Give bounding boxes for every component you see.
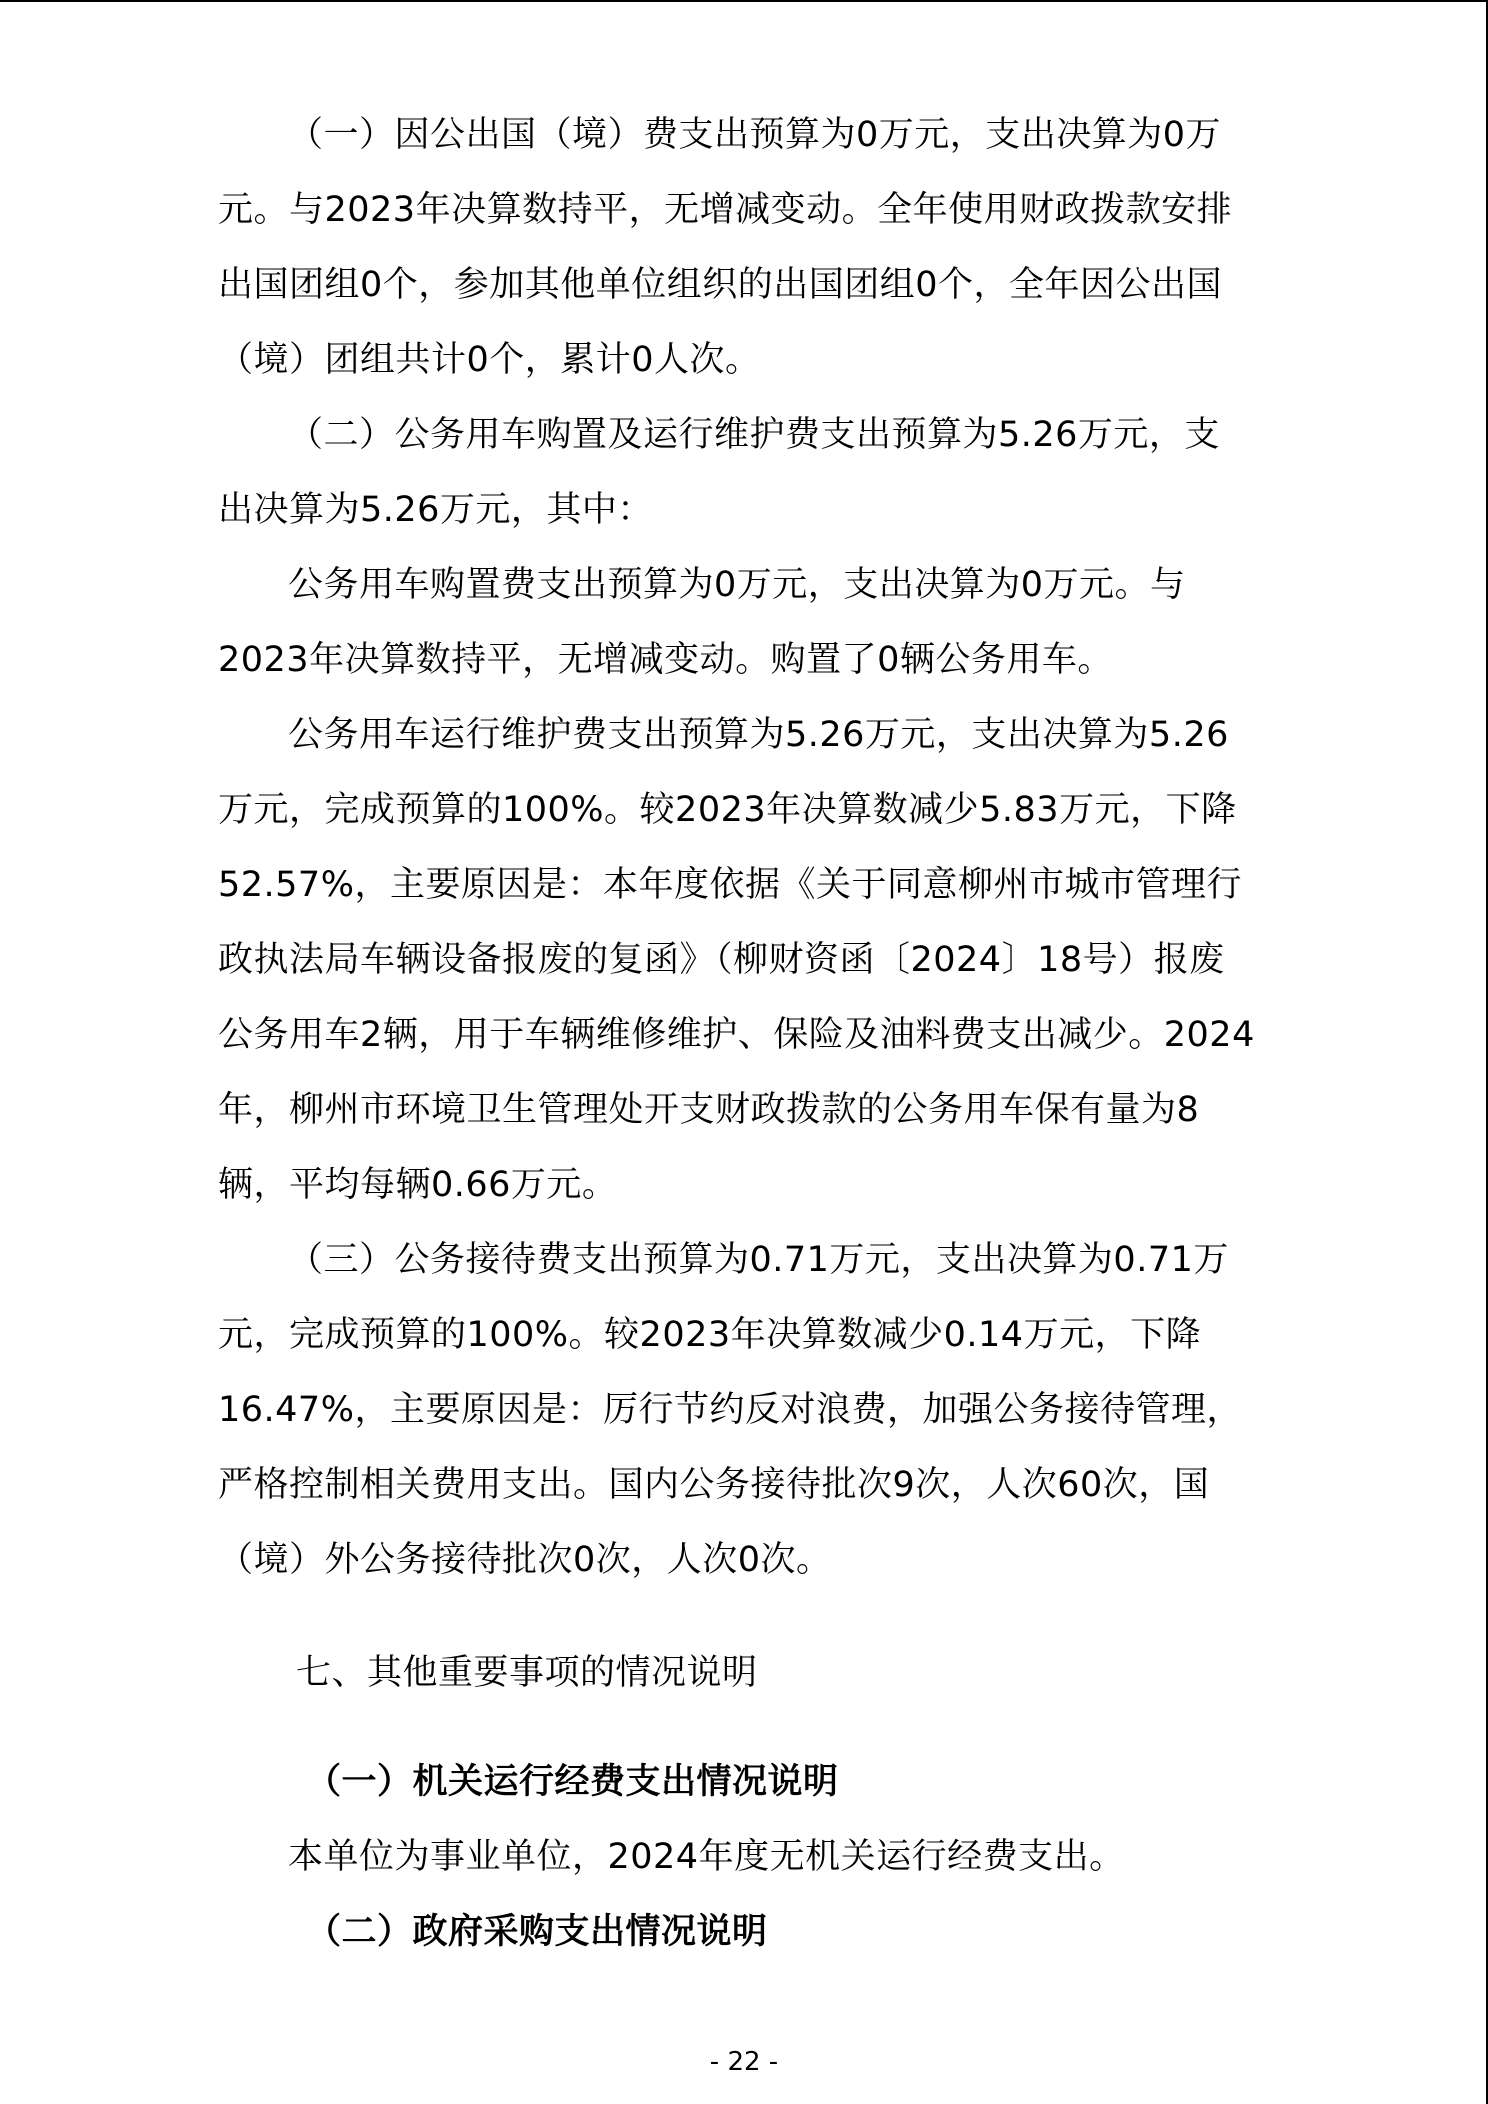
paragraph-line: 出决算为5.26万元，其中： — [218, 490, 653, 530]
paragraph-line: 本单位为事业单位，2024年度无机关运行经费支出。 — [288, 1837, 1125, 1877]
paragraph-line: 16.47%，主要原因是：厉行节约反对浪费，加强公务接待管理， — [218, 1390, 1242, 1430]
section-heading: 七、其他重要事项的情况说明 — [296, 1653, 758, 1693]
subsection-heading: （一）机关运行经费支出情况说明 — [306, 1762, 839, 1802]
paragraph-line: （一）因公出国（境）费支出预算为0万元，支出决算为0万 — [288, 115, 1222, 155]
paragraph-line: 元。与2023年决算数持平，无增减变动。全年使用财政拨款安排 — [218, 190, 1233, 230]
page-border-top — [0, 0, 1488, 2]
paragraph-line: 万元，完成预算的100%。较2023年决算数减少5.83万元，下降 — [218, 790, 1237, 830]
paragraph-line: 公务用车购置费支出预算为0万元，支出决算为0万元。与 — [288, 565, 1186, 605]
document-page — [218, 98, 1290, 1970]
paragraph-line: 严格控制相关费用支出。国内公务接待批次9次，人次60次，国 — [218, 1465, 1210, 1505]
paragraph-line: 年，柳州市环境卫生管理处开支财政拨款的公务用车保有量为8 — [218, 1090, 1200, 1130]
paragraph-line: 2023年决算数持平，无增减变动。购置了0辆公务用车。 — [218, 640, 1113, 680]
page-number: - 22 - — [709, 2047, 779, 2077]
paragraph-line: 52.57%，主要原因是：本年度依据《关于同意柳州市城市管理行 — [218, 865, 1242, 905]
subsection-heading: （二）政府采购支出情况说明 — [306, 1912, 768, 1952]
paragraph-line: （三）公务接待费支出预算为0.71万元，支出决算为0.71万 — [288, 1240, 1229, 1280]
paragraph-line: 元，完成预算的100%。较2023年决算数减少0.14万元，下降 — [218, 1315, 1202, 1355]
paragraph-line: 公务用车2辆，用于车辆维修维护、保险及油料费支出减少。2024 — [218, 1015, 1255, 1055]
paragraph-line: 辆，平均每辆0.66万元。 — [218, 1165, 618, 1205]
paragraph-line: 政执法局车辆设备报废的复函》（柳财资函〔2024〕18号）报废 — [218, 940, 1225, 980]
paragraph-line: 出国团组0个，参加其他单位组织的出国团组0个，全年因公出国 — [218, 265, 1223, 305]
paragraph-line: 公务用车运行维护费支出预算为5.26万元，支出决算为5.26 — [288, 715, 1229, 755]
paragraph-line: （境）外公务接待批次0次，人次0次。 — [218, 1540, 832, 1580]
paragraph-line: （二）公务用车购置及运行维护费支出预算为5.26万元，支 — [288, 415, 1220, 455]
paragraph-line: （境）团组共计0个，累计0人次。 — [218, 340, 761, 380]
